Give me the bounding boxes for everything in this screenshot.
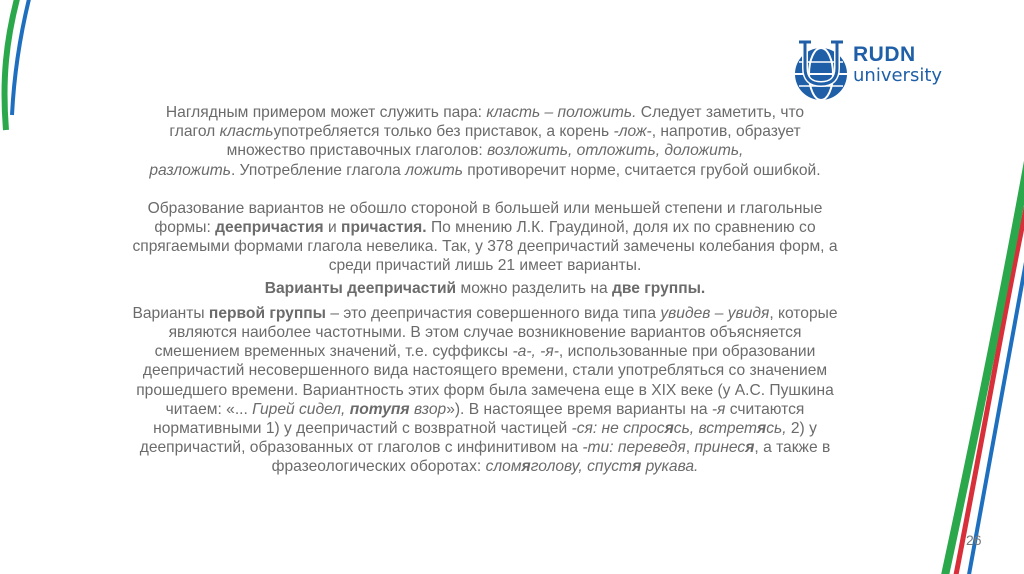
bold-italic-text: я	[664, 420, 674, 438]
bold-text: причастия.	[341, 219, 427, 237]
text: глагол	[169, 123, 220, 141]
text: , которые	[769, 304, 838, 322]
bold-italic-text: я	[757, 420, 767, 438]
bold-text: первой группы	[208, 304, 327, 322]
rudn-logo	[791, 38, 991, 108]
bold-italic-text: я	[745, 439, 755, 457]
italic-text: голову, спуст	[530, 458, 633, 476]
italic-text: слом	[485, 458, 522, 476]
text: считаются	[725, 400, 805, 418]
paragraph-3	[40, 279, 930, 298]
text: читаем: «...	[165, 400, 253, 418]
text: Варианты	[132, 304, 209, 322]
italic-text: взор	[409, 400, 447, 418]
text: можно разделить на	[456, 279, 612, 297]
italic-text: рукава.	[641, 458, 699, 476]
right-green-stripe	[944, 150, 1024, 574]
text: – это деепричастия совершенного вида типа	[326, 304, 661, 322]
text: среди причастий лишь 21 имеет варианты.	[328, 257, 642, 275]
text: прошедшего времени. Вариантность этих форм была замечена еще в XIX веке (у А.С. Пушкина	[136, 381, 834, 399]
text: Образование вариантов не обошло стороной в большей или меньшей степени и глагольные	[147, 199, 823, 217]
italic-text: -я	[711, 400, 726, 418]
bold-text: деепричастия	[215, 219, 324, 237]
text: . Употребление глагола	[231, 161, 406, 179]
italic-text: класть	[219, 123, 274, 141]
text: являются наиболее частотными. В этом случае возникновение вариантов объясняется	[168, 324, 802, 342]
italic-text: возложить, отложить, доложить,	[487, 142, 744, 160]
logo-wordmark	[853, 44, 942, 85]
bold-italic-text: я	[521, 458, 531, 476]
paragraph-4	[40, 304, 930, 477]
globe-icon	[791, 38, 851, 104]
text: фразеологических оборотах:	[271, 458, 486, 476]
paragraph-1	[40, 103, 930, 180]
italic-text: принес	[694, 439, 746, 457]
text: деепричастий, образованных от глаголов с инфинитивом на	[139, 439, 583, 457]
text: множество приставочных глаголов:	[226, 142, 488, 160]
text: деепричастий несовершенного вида настоящего времени, стали употребляться со значением	[142, 362, 828, 380]
bold-italic-text: потупя	[349, 400, 410, 418]
italic-text: -а-, -я-	[512, 343, 559, 361]
text: ,	[685, 439, 695, 457]
italic-text: сь, встрет	[673, 420, 758, 438]
italic-text: класть – положить.	[486, 104, 637, 121]
italic-text: -лож-	[613, 123, 652, 141]
logo-line1: RUDN	[853, 43, 916, 66]
italic-text: сь,	[766, 420, 787, 438]
text: Следует заметить, что	[636, 104, 805, 121]
italic-text: -ся: не спрос	[571, 420, 665, 438]
bold-text: две группы.	[612, 279, 706, 297]
logo-line2: university	[853, 65, 943, 86]
text: »). В настоящее время варианты на	[446, 400, 712, 418]
text: употребляется только без приставок, а корень	[273, 123, 614, 141]
text: нормативными 1) у деепричастий с возвратной частицей	[153, 420, 572, 438]
italic-text: разложить	[149, 161, 231, 179]
text: По мнению Л.К. Граудиной, доля их по сравнению со	[426, 219, 816, 237]
text: спрягаемыми формами глагола невелика. Так, у 378 деепричастий замечены колебания форм, а	[132, 238, 838, 256]
text: смешением временных значений, т.е. суффиксы	[154, 343, 513, 361]
paragraph-2	[40, 199, 930, 276]
text: , напротив, образует	[651, 123, 801, 141]
text: и	[323, 219, 342, 237]
italic-text: увидев – увидя	[660, 304, 770, 322]
text: противоречит норме, считается грубой ошибкой.	[462, 161, 821, 179]
text: , использованные при образовании	[558, 343, 816, 361]
italic-text: Гирей сидел,	[252, 400, 350, 418]
bold-italic-text: я	[632, 458, 642, 476]
italic-text: -ти: переведя	[582, 439, 686, 457]
page-number: 26	[966, 532, 982, 548]
italic-text: ложить	[405, 161, 463, 179]
text: 2) у	[786, 420, 817, 438]
text: , а также в	[754, 439, 831, 457]
bold-text: Варианты деепричастий	[264, 279, 457, 297]
text: формы:	[154, 219, 216, 237]
text: Наглядным примером может служить пара:	[165, 104, 487, 121]
slide-body	[40, 103, 930, 477]
